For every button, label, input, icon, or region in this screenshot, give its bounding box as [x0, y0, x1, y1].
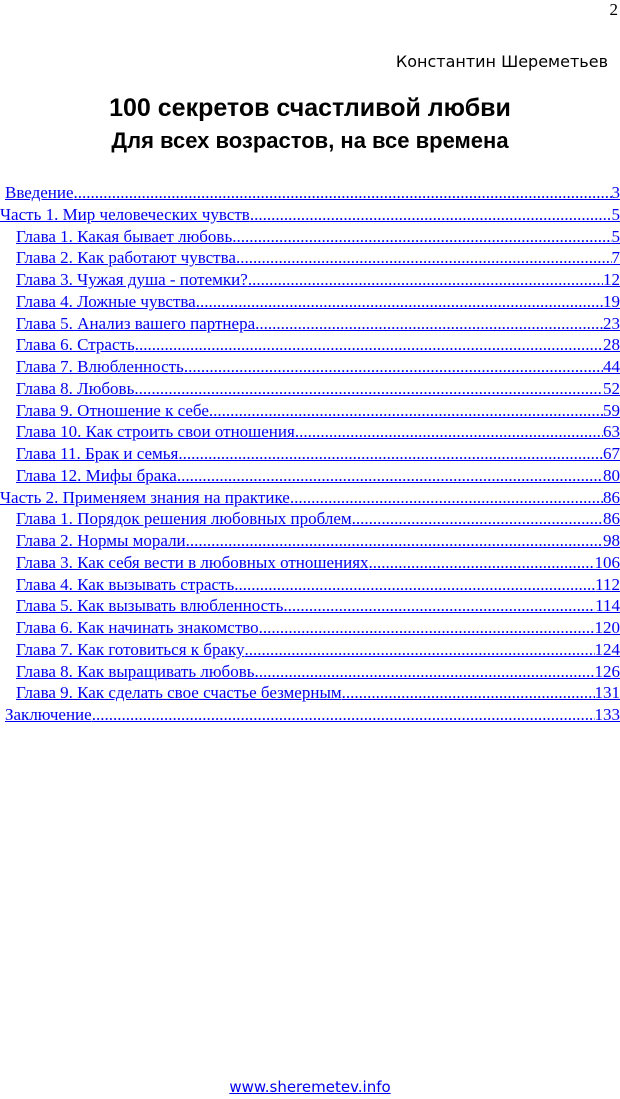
toc-link[interactable] — [0, 617, 620, 639]
toc-dot-leader — [232, 226, 611, 248]
toc-entry — [0, 247, 620, 269]
toc-entry — [0, 443, 620, 465]
toc-entry-page: 52 — [603, 378, 620, 398]
toc-entry-page: 126 — [594, 661, 620, 681]
toc-entry-page: 133 — [594, 705, 620, 724]
toc-link[interactable] — [0, 661, 620, 683]
toc-entry-label: Глава 5. Анализ вашего партнера — [16, 313, 256, 333]
toc-dot-leader — [134, 378, 603, 400]
toc-entry-label: Глава 12. Мифы брака — [16, 465, 177, 485]
toc-dot-leader — [248, 269, 603, 291]
toc-link[interactable] — [0, 421, 620, 443]
toc-link[interactable] — [0, 530, 620, 552]
toc-link[interactable] — [0, 552, 620, 574]
toc-dot-leader — [290, 487, 603, 509]
toc-entry-label: Глава 1. Какая бывает любовь — [16, 226, 233, 246]
toc-entry-label: Часть 1. Мир человеческих чувств — [0, 204, 250, 224]
toc-link[interactable] — [0, 226, 620, 248]
table-of-contents — [0, 182, 620, 726]
toc-entry-page: 114 — [595, 596, 620, 616]
toc-entry — [0, 378, 620, 400]
toc-dot-leader — [254, 661, 594, 683]
toc-dot-leader — [177, 465, 603, 487]
toc-entry-page: 23 — [603, 313, 620, 333]
toc-link[interactable] — [0, 204, 620, 226]
toc-entry-page: 98 — [603, 531, 620, 550]
toc-entry-page: 12 — [603, 270, 620, 289]
toc-entry — [0, 617, 620, 639]
toc-entry — [0, 574, 620, 596]
toc-dot-leader — [92, 704, 595, 726]
toc-entry-page: 28 — [603, 335, 620, 355]
page-number: 2 — [609, 0, 618, 19]
toc-dot-leader — [178, 443, 603, 465]
toc-dot-leader — [236, 247, 612, 269]
toc-entry — [0, 595, 620, 617]
toc-entry-page: 80 — [603, 465, 620, 485]
author-name: Константин Шереметьев — [395, 52, 608, 71]
toc-entry-label: Глава 4. Как вызывать страсть — [16, 574, 235, 594]
toc-entry — [0, 291, 620, 313]
toc-link[interactable] — [0, 269, 620, 291]
toc-entry-label: Глава 8. Как выращивать любовь — [16, 661, 255, 681]
toc-entry — [0, 487, 620, 509]
toc-link[interactable] — [0, 378, 620, 400]
toc-entry-page: 120 — [594, 618, 620, 637]
website-link[interactable]: www.sheremetev.info — [229, 1078, 391, 1096]
toc-link[interactable] — [0, 400, 620, 422]
toc-entry-page: 67 — [603, 444, 620, 463]
toc-entry-label: Глава 4. Ложные чувства — [16, 291, 196, 311]
toc-entry-label: Введение — [5, 183, 74, 202]
toc-dot-leader — [255, 313, 603, 335]
toc-dot-leader — [196, 291, 603, 313]
toc-entry-page: 106 — [594, 552, 620, 572]
toc-entry-page: 5 — [611, 204, 620, 224]
toc-link[interactable] — [0, 291, 620, 313]
toc-entry — [0, 639, 620, 661]
toc-entry-page: 124 — [594, 639, 620, 659]
toc-entry — [0, 465, 620, 487]
toc-entry-page: 3 — [611, 183, 620, 202]
toc-link[interactable] — [0, 508, 620, 530]
toc-entry — [0, 508, 620, 530]
toc-entry-label: Глава 1. Порядок решения любовных проблем — [16, 509, 352, 529]
toc-entry-label: Глава 3. Чужая душа - потемки? — [16, 270, 248, 289]
toc-link[interactable] — [0, 639, 620, 661]
toc-link[interactable] — [0, 574, 620, 596]
toc-entry-label: Глава 2. Нормы морали — [16, 531, 186, 550]
toc-link[interactable] — [0, 182, 620, 204]
toc-entry-page: 63 — [603, 422, 620, 442]
toc-entry — [0, 313, 620, 335]
toc-entry — [0, 400, 620, 422]
toc-dot-leader — [295, 421, 603, 443]
toc-entry-page: 131 — [594, 683, 620, 703]
toc-link[interactable] — [0, 704, 620, 726]
toc-entry — [0, 356, 620, 378]
toc-dot-leader — [74, 182, 612, 204]
toc-dot-leader — [234, 574, 595, 596]
toc-entry-page: 7 — [611, 248, 620, 268]
toc-link[interactable] — [0, 356, 620, 378]
toc-link[interactable] — [0, 313, 620, 335]
toc-entry — [0, 204, 620, 226]
toc-link[interactable] — [0, 465, 620, 487]
toc-dot-leader — [352, 508, 603, 530]
toc-entry — [0, 421, 620, 443]
toc-entry-label: Глава 7. Как готовиться к браку — [16, 639, 245, 659]
toc-dot-leader — [259, 617, 595, 639]
toc-entry — [0, 530, 620, 552]
toc-entry-label: Часть 2. Применяем знания на практике — [0, 487, 290, 507]
toc-entry — [0, 269, 620, 291]
toc-entry — [0, 682, 620, 704]
toc-link[interactable] — [0, 443, 620, 465]
toc-entry-label: Заключение — [5, 705, 92, 724]
toc-entry — [0, 661, 620, 683]
toc-entry-page: 86 — [603, 509, 620, 529]
toc-link[interactable] — [0, 487, 620, 509]
toc-entry-label: Глава 7. Влюбленность — [16, 357, 184, 376]
toc-entry-label: Глава 11. Брак и семья — [16, 444, 179, 463]
toc-link[interactable] — [0, 334, 620, 356]
toc-entry-page: 59 — [603, 400, 620, 420]
toc-entry-label: Глава 10. Как строить свои отношения — [16, 422, 295, 442]
toc-entry-page: 112 — [595, 574, 620, 594]
toc-entry-label: Глава 2. Как работают чувства — [16, 248, 236, 268]
toc-entry — [0, 552, 620, 574]
toc-entry — [0, 334, 620, 356]
toc-link[interactable] — [0, 247, 620, 269]
toc-entry-page: 19 — [603, 291, 620, 311]
toc-dot-leader — [245, 639, 595, 661]
toc-dot-leader — [283, 595, 595, 617]
toc-link[interactable] — [0, 595, 620, 617]
toc-entry-label: Глава 5. Как вызывать влюбленность — [16, 596, 284, 616]
toc-dot-leader — [209, 400, 603, 422]
toc-entry — [0, 704, 620, 726]
toc-entry-label: Глава 6. Как начинать знакомство — [16, 618, 259, 637]
toc-entry-page: 86 — [603, 487, 620, 507]
toc-dot-leader — [250, 204, 612, 226]
toc-entry-label: Глава 9. Как сделать свое счастье безмерным — [16, 683, 342, 703]
book-subtitle: Для всех возрастов, на все времена — [111, 128, 509, 153]
toc-dot-leader — [135, 334, 603, 356]
toc-entry — [0, 226, 620, 248]
toc-link[interactable] — [0, 682, 620, 704]
toc-dot-leader — [186, 530, 603, 552]
toc-entry-label: Глава 8. Любовь — [16, 378, 135, 398]
toc-entry — [0, 182, 620, 204]
toc-entry-page: 44 — [603, 357, 620, 376]
toc-entry-label: Глава 3. Как себя вести в любовных отношениях — [16, 552, 369, 572]
toc-dot-leader — [184, 356, 603, 378]
toc-entry-label: Глава 6. Страсть — [16, 335, 135, 355]
toc-entry-label: Глава 9. Отношение к себе — [16, 400, 209, 420]
toc-entry-page: 5 — [611, 226, 620, 246]
toc-dot-leader — [369, 552, 595, 574]
toc-dot-leader — [342, 682, 595, 704]
book-title: 100 секретов счастливой любви — [109, 94, 511, 122]
